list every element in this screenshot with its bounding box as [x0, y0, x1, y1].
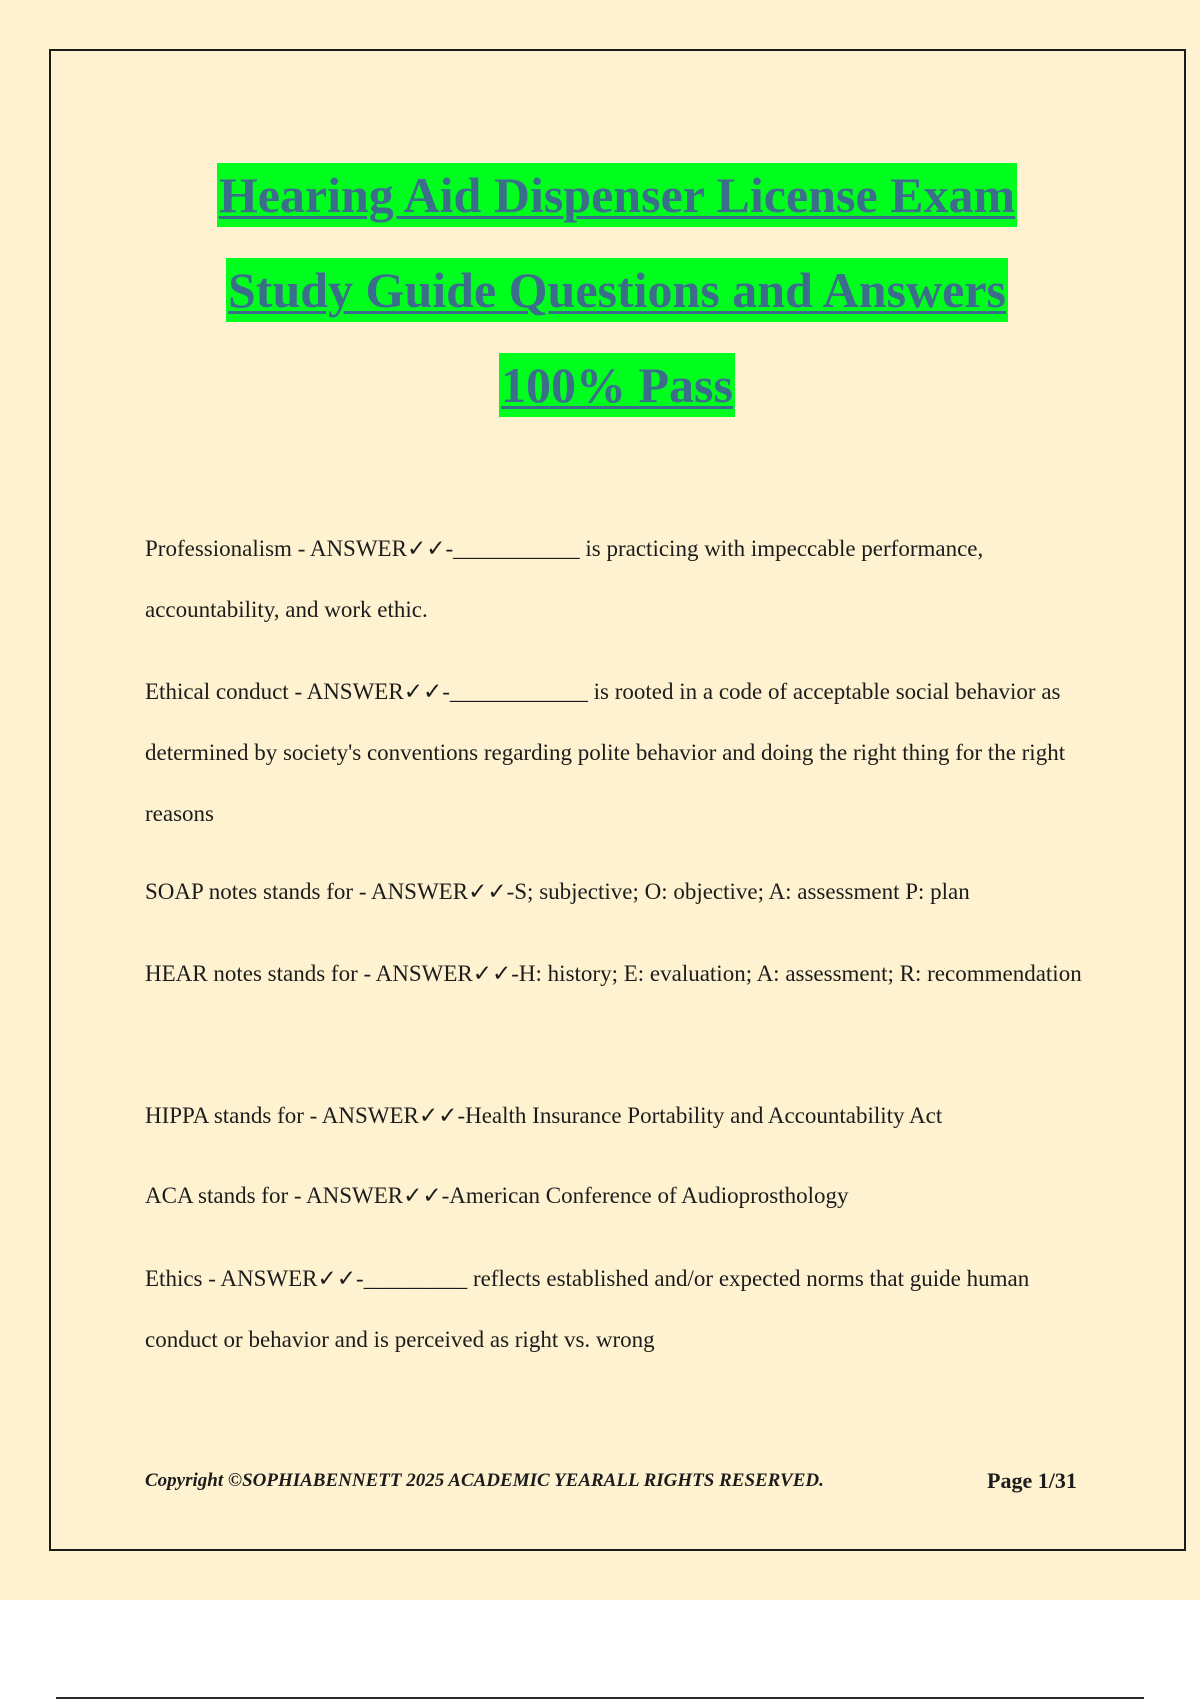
page-number: Page 1/31 — [987, 1468, 1077, 1493]
copyright-footer: Copyright ©SOPHIABENNETT 2025 ACADEMIC YEARALL RIGHTS RESERVED. — [145, 1470, 824, 1491]
title-line — [0, 350, 1200, 445]
title-line-2: Study Guide Questions and Answers — [226, 258, 1008, 322]
qa-hippa: HIPPA stands for - ANSWER✓✓-Health Insurance Portability and Accountability Act — [145, 1103, 943, 1128]
title-line-1: Hearing Aid Dispenser License Exam — [217, 163, 1017, 227]
qa-ethics: Ethics - ANSWER✓✓-_________ reflects established and/or expected norms that guide human conduct or behavior and is perceived as right vs. wrong — [145, 1266, 1030, 1352]
qa-aca: ACA stands for - ANSWER✓✓-American Conference of Audioprosthology — [145, 1183, 849, 1208]
document-title — [0, 160, 1200, 445]
qa-hear-notes: HEAR notes stands for - ANSWER✓✓-H: history; E: evaluation; A: assessment; R: recommendation — [145, 961, 1082, 986]
qa-professionalism: Professionalism - ANSWER✓✓-___________ is practicing with impeccable performance, accountability, and work ethic. — [145, 536, 984, 622]
qa-ethical-conduct: Ethical conduct - ANSWER✓✓-____________ is rooted in a code of acceptable social behavior as determined by society's conventions regarding polite behavior and doing the right thing for the right reasons — [145, 679, 1066, 826]
qa-soap-notes: SOAP notes stands for - ANSWER✓✓-S; subjective; O: objective; A: assessment P: plan — [145, 879, 970, 904]
title-line-3: 100% Pass — [499, 353, 735, 417]
title-line — [0, 255, 1200, 350]
title-line — [0, 160, 1200, 255]
bottom-divider — [56, 1697, 1144, 1699]
